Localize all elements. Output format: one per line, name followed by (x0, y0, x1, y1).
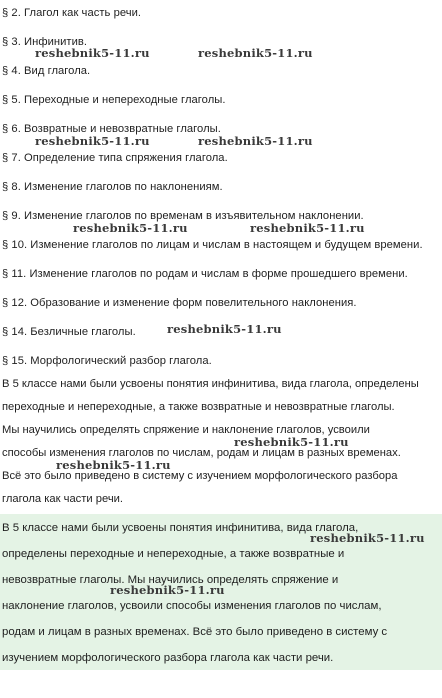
section-item-12: § 12. Образование и изменение форм повелительного наклонения. (2, 297, 357, 309)
answer-line: наклонение глаголов, усвоили способы изменения глаголов по числам, (2, 600, 382, 612)
answer-line: невозвратные глаголы. Мы научились определять спряжение и (2, 574, 339, 586)
section-item-7: § 7. Определение типа спряжения глагола. (2, 152, 228, 164)
answer-line: определены переходные и непереходные, а также возвратные и (2, 548, 345, 560)
summary-line: Мы научились определять спряжение и наклонение глаголов, усвоили (2, 424, 370, 436)
watermark-text: reshebnik5-11.ru (56, 458, 171, 472)
section-item-8: § 8. Изменение глаголов по наклонениям. (2, 181, 223, 193)
answer-line: изучением морфологического разбора глагола как части речи. (2, 652, 334, 664)
summary-paragraph (2, 373, 442, 511)
watermark-text: reshebnik5-11.ru (35, 134, 150, 148)
watermark-text: reshebnik5-11.ru (198, 134, 313, 148)
summary-line: Всё это было приведено в систему с изучением морфологического разбора (2, 470, 398, 482)
watermark-text: reshebnik5-11.ru (310, 531, 425, 545)
section-item-5: § 5. Переходные и непереходные глаголы. (2, 94, 226, 106)
summary-line: глагола как части речи. (2, 493, 124, 505)
watermark-text: reshebnik5-11.ru (198, 46, 313, 60)
section-item-15: § 15. Морфологический разбор глагола. (2, 355, 212, 367)
watermark-text: reshebnik5-11.ru (35, 46, 150, 60)
answer-line: В 5 классе нами были усвоены понятия инфинитива, вида глагола, (2, 522, 359, 534)
summary-line: способы изменения глаголов по числам, родам и лицам в разных временах. (2, 447, 401, 459)
watermark-text: reshebnik5-11.ru (73, 221, 188, 235)
section-item-11: § 11. Изменение глаголов по родам и числам в форме прошедшего времени. (2, 268, 408, 280)
answer-line: родам и лицам в разных временах. Всё это было приведено в систему с (2, 626, 388, 638)
section-item-9: § 9. Изменение глаголов по временам в изъявительном наклонении. (2, 210, 364, 222)
watermark-text: reshebnik5-11.ru (250, 221, 365, 235)
section-item-10: § 10. Изменение глаголов по лицам и числам в настоящем и будущем времени. (2, 239, 423, 251)
section-item-14: § 14. Безличные глаголы. (2, 326, 136, 338)
summary-line: В 5 классе нами были усвоены понятия инфинитива, вида глагола, определены (2, 378, 419, 390)
watermark-text: reshebnik5-11.ru (167, 322, 282, 336)
watermark-text: reshebnik5-11.ru (110, 583, 225, 597)
watermark-text: reshebnik5-11.ru (234, 435, 349, 449)
section-item-3: § 3. Инфинитив. (2, 36, 88, 48)
summary-line: переходные и непереходные, а также возвратные и невозвратные глаголы. (2, 401, 395, 413)
section-item-4: § 4. Вид глагола. (2, 65, 91, 77)
section-item-2: § 2. Глагол как часть речи. (2, 7, 142, 19)
section-item-6: § 6. Возвратные и невозвратные глаголы. (2, 123, 221, 135)
